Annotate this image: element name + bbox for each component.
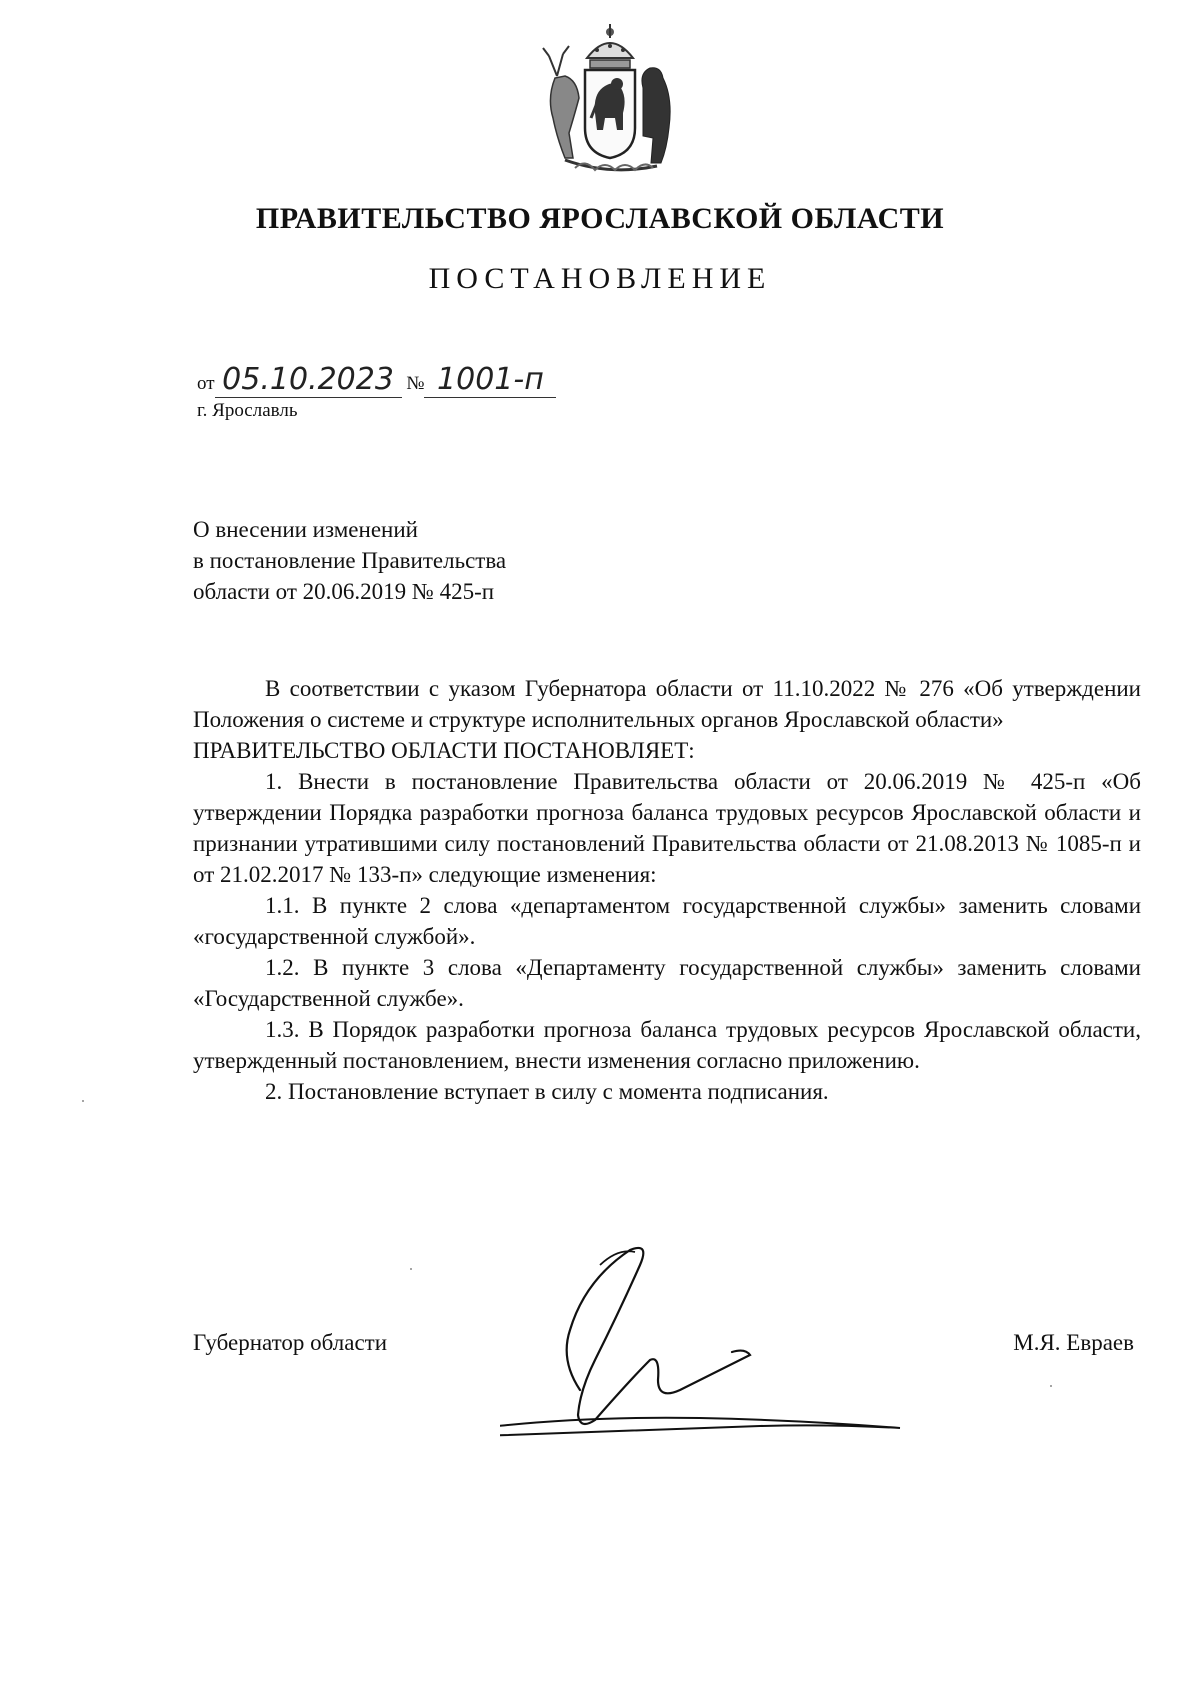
subject-line: в постановление Правительства [193,548,507,573]
number-prefix: № [406,373,425,394]
document-meta [197,362,556,398]
yaroslavl-coat-of-arms-icon [535,18,685,178]
item-1-3: 1.3. В Порядок разработки прогноза баланса трудовых ресурсов Ярославской области, утвержденный постановлением, внести изменения согласно приложению. [193,1017,1141,1073]
handwritten-signature-icon [500,1240,920,1460]
scan-speck [410,1268,412,1270]
signatory-name: М.Я. Евраев [1013,1330,1134,1355]
date-prefix: от [197,373,215,394]
intro-paragraph: В соответствии с указом Губернатора области от 11.10.2022 № 276 «Об утверждении Положения о системе и структуре исполнительных органов Ярославской области» [193,676,1141,732]
subject-block [193,514,506,607]
item-1: 1. Внести в постановление Правительства области от 20.06.2019 № 425-п «Об утверждении Порядка разработки прогноза баланса трудовых ресурсов Ярославской области и признании утратившими силу постановлений Правительства области от 21.08.2013 № 1085-п и от 21.02.2017 № 133-п» следующие изменения: [193,769,1141,887]
subject-line: области от 20.06.2019 № 425-п [193,579,495,604]
document-type: ПОСТАНОВЛЕНИЕ [428,262,772,295]
scan-speck [1050,1385,1052,1387]
resolves-line: ПРАВИТЕЛЬСТВО ОБЛАСТИ ПОСТАНОВЛЯЕТ: [193,738,695,763]
item-1-2: 1.2. В пункте 3 слова «Департаменту государственной службы» заменить словами «Государственной службе». [193,955,1141,1011]
subject-line: О внесении изменений [193,517,418,542]
document-body [193,673,1141,1107]
government-title: ПРАВИТЕЛЬСТВО ЯРОСЛАВСКОЙ ОБЛАСТИ [255,202,945,235]
number-field: 1001-п [424,362,556,398]
city: г. Ярославль [197,400,298,421]
scan-speck [82,1100,84,1102]
item-1-1: 1.1. В пункте 2 слова «департаментом государственной службы» заменить словами «государственной службой». [193,893,1141,949]
item-2: 2. Постановление вступает в силу с момента подписания. [265,1079,829,1104]
date-field: 05.10.2023 [215,362,402,398]
signatory-position: Губернатор области [193,1330,388,1355]
